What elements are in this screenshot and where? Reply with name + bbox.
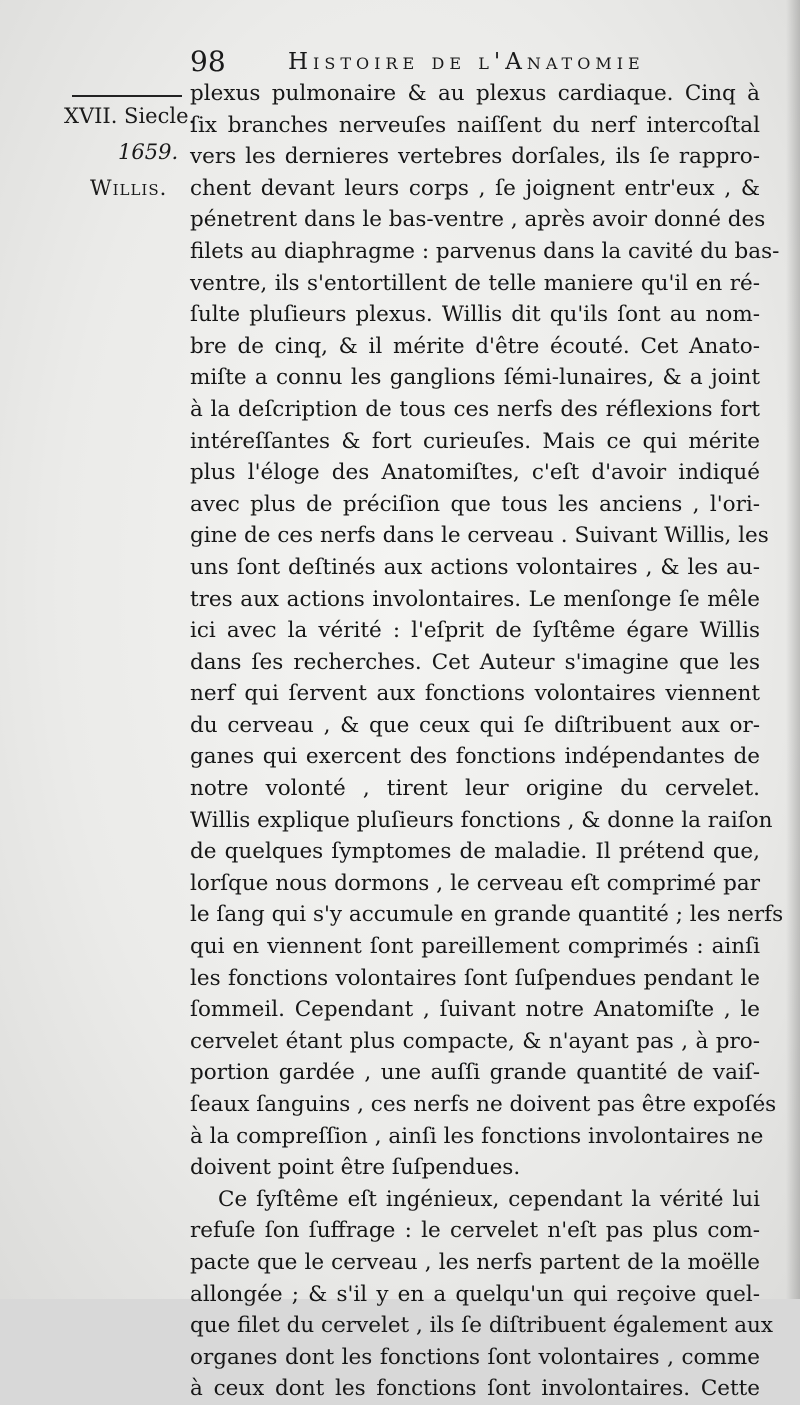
text-line: ſeaux ſanguins , ces nerfs ne doivent pas être expoſés [190,1092,777,1117]
text-line: ſulte pluſieurs plexus. Willis dit qu'ils ſont au nom- [190,302,760,328]
margin-note-century: XVII. Siecle. [64,104,196,128]
text-line: pénetrent dans le bas-ventre , après avoir donné des [190,207,766,233]
text-line: vers les dernieres vertebres dorſales, ils ſe rappro- [190,144,760,170]
text-line: uns ſont deſtinés aux actions volontaires , & les au- [190,554,760,580]
text-line: de quelques ſymptomes de maladie. Il prétend que, [190,839,760,865]
text-line: à la deſcription de tous ces nerfs des réflexions fort [190,396,760,422]
text-line: filets au diaphragme : parvenus dans la cavité du bas- [190,238,780,264]
text-line: ganes qui exercent des fonctions indépendantes de [190,744,760,770]
text-line: qui en viennent ſont pareillement comprimés : ainſi [190,934,760,960]
paragraph-1 [190,78,784,1184]
text-line: avec plus de préciſion que tous les anciens , l'ori- [190,491,760,517]
text-line: cervelet étant plus compacte, & n'ayant pas , à pro- [190,1028,760,1054]
text-line: le ſang qui s'y accumule en grande quantité ; les nerfs [190,902,784,928]
text-line: à la compreſſion , ainſi les fonctions involontaires ne [190,1123,764,1149]
text-line: ſommeil. Cependant , ſuivant notre Anatomiſte , le [190,997,760,1023]
text-line: bre de cinq, & il mérite d'être écouté. Cet Anato- [190,333,760,359]
text-line: gine de ces nerfs dans le cerveau . Suivant Willis, les [190,523,769,549]
text-line: Ce ſyſtême eſt ingénieux, cependant la vérité lui [218,1186,760,1212]
text-line: pacte que le cerveau , les nerfs partent de la moëlle [190,1249,760,1275]
text-line: dans ſes recherches. Cet Auteur s'imagine que les [190,649,760,675]
text-line: plexus pulmonaire & au plexus cardiaque. Cinq à [190,81,760,106]
paragraph-2 [190,1184,773,1405]
text-line: tres aux actions involontaires. Le menſonge ſe mêle [190,586,760,612]
text-line: chent devant leurs corps , ſe joignent entr'eux , & [190,175,760,201]
running-head [190,42,750,82]
text-line: nerf qui ſervent aux fonctions volontaires viennent [190,681,760,707]
page-number: 98 [190,45,226,78]
running-head-title: Histoire de l'Anatomie [288,49,645,75]
page-edge-shadow [786,0,800,1299]
text-line: ſix branches nerveuſes naiſſent du nerf intercoſtal [190,112,760,138]
text-line: doivent point être ſuſpendues. [190,1155,521,1181]
text-line: notre volonté , tirent leur origine du cervelet. [190,776,760,802]
text-line: organes dont les fonctions ſont volontaires , comme [190,1344,760,1370]
text-line: lorſque nous dormons , le cerveau eſt comprimé par [190,870,760,896]
text-line: miſte a connu les ganglions ſémi-lunaires, & a joint [190,365,760,391]
text-line: à ceux dont les fonctions ſont involontaires. Cette [190,1376,760,1402]
text-line: intéreſſantes & fort curieuſes. Mais ce qui mérite [190,428,760,454]
text-line: ventre, ils s'entortillent de telle maniere qu'il en ré- [190,270,760,296]
text-line: portion gardée , une auſſi grande quantité de vaiſ- [190,1060,760,1086]
text-line: Willis explique pluſieurs fonctions , & donne la raiſon [190,807,773,833]
margin-note-year: 1659. [118,140,179,164]
text-line: les fonctions volontaires ſont ſuſpendues pendant le [190,965,760,991]
margin-rule [72,95,182,97]
text-line: plus l'éloge des Anatomiſtes, c'eſt d'avoir indiqué [190,460,760,486]
text-line: que filet du cervelet , ils ſe diſtribuent également aux [190,1313,773,1339]
text-line: du cerveau , & que ceux qui ſe diſtribuent aux or- [190,712,760,738]
margin-note-author: Willis. [90,176,168,200]
text-line: refuſe ſon ſuffrage : le cervelet n'eſt pas plus com- [190,1218,760,1244]
text-line: allongée ; & s'il y en a quelqu'un qui reçoive quel- [190,1281,760,1307]
text-line: ici avec la vérité : l'eſprit de ſyſtême égare Willis [190,618,760,644]
margin-notes [40,102,196,210]
body-text [190,78,784,1405]
